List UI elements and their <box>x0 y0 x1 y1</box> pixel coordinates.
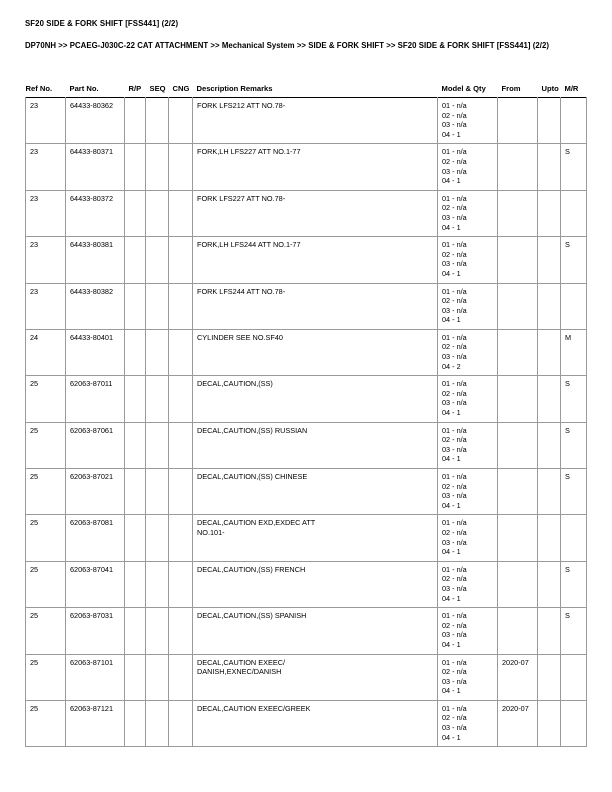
description-line: DANISH,EXNEC/DANISH <box>197 667 282 677</box>
cell-upto <box>538 283 561 329</box>
model_qty-line: 01 - n/a <box>442 286 467 296</box>
description-line: DECAL,CAUTION,(SS) CHINESE <box>197 472 308 481</box>
table-row[interactable] <box>26 98 587 144</box>
cell-from <box>498 144 538 190</box>
cell-model_qty <box>438 700 498 746</box>
cell-cng <box>169 700 193 746</box>
model_qty-line: 04 - 1 <box>442 408 461 418</box>
cell-mr: S <box>561 237 587 283</box>
model_qty-line: 04 - 1 <box>442 732 461 742</box>
cell-ref_no: 25 <box>26 515 66 561</box>
cell-seq <box>146 190 169 236</box>
cell-part_no: 62063-87081 <box>66 515 125 561</box>
model_qty-line: 04 - 2 <box>442 361 461 371</box>
table-row[interactable] <box>26 237 587 283</box>
model_qty-line: 04 - 1 <box>442 593 461 603</box>
cell-seq <box>146 561 169 607</box>
cell-upto <box>538 608 561 654</box>
model_qty-line: 02 - n/a <box>442 527 467 537</box>
cell-upto <box>538 144 561 190</box>
model_qty-line: 04 - 1 <box>442 639 461 649</box>
cell-rp <box>125 144 146 190</box>
description-line: FORK LFS227 ATT NO.78- <box>197 193 286 203</box>
model_qty-line: 03 - n/a <box>442 398 467 408</box>
cell-description <box>193 98 438 144</box>
cell-model_qty <box>438 469 498 515</box>
cell-description <box>193 700 438 746</box>
cell-from: 2020-07 <box>498 700 538 746</box>
cell-model_qty <box>438 422 498 468</box>
table-body <box>26 98 587 747</box>
cell-mr: S <box>561 376 587 422</box>
cell-seq <box>146 376 169 422</box>
cell-rp <box>125 98 146 144</box>
cell-from <box>498 515 538 561</box>
table-row[interactable] <box>26 144 587 190</box>
cell-seq <box>146 422 169 468</box>
model_qty-line: 02 - n/a <box>442 249 467 259</box>
cell-description <box>193 283 438 329</box>
cell-model_qty <box>438 190 498 236</box>
model_qty-line: 03 - n/a <box>442 259 467 269</box>
description-line: DECAL,CAUTION EXEEC/ <box>197 657 285 667</box>
description-line: DECAL,CAUTION EXEEC/GREEK <box>197 703 311 713</box>
cell-upto <box>538 98 561 144</box>
cell-rp <box>125 608 146 654</box>
cell-from: 2020-07 <box>498 654 538 700</box>
column-header-model_qty: Model & Qty <box>441 84 486 93</box>
cell-cng <box>169 608 193 654</box>
model_qty-line: 01 - n/a <box>442 611 467 621</box>
cell-upto <box>538 376 561 422</box>
breadcrumb: DP70NH >> PCAEG-J030C-22 CAT ATTACHMENT >> Mechanical System >> SIDE & FORK SHIFT >> SF20 SIDE & FORK SHIFT [FSS441] (2/2) <box>25 41 550 50</box>
cell-mr: S <box>561 469 587 515</box>
page-bottom-clip <box>0 770 612 792</box>
cell-part_no: 64433-80382 <box>66 283 125 329</box>
cell-model_qty <box>438 515 498 561</box>
model_qty-line: 02 - n/a <box>442 156 467 166</box>
parts-table <box>25 84 587 747</box>
cell-rp <box>125 329 146 375</box>
cell-description <box>193 422 438 468</box>
cell-mr <box>561 190 587 236</box>
cell-ref_no: 25 <box>26 608 66 654</box>
cell-mr: S <box>561 422 587 468</box>
cell-rp <box>125 700 146 746</box>
cell-part_no: 64433-80372 <box>66 190 125 236</box>
cell-rp <box>125 654 146 700</box>
cell-rp <box>125 283 146 329</box>
table-row[interactable] <box>26 422 587 468</box>
description-line: DECAL,CAUTION EXD,EXDEC ATT <box>197 518 316 528</box>
cell-upto <box>538 469 561 515</box>
cell-description <box>193 144 438 190</box>
cell-upto <box>538 515 561 561</box>
cell-cng <box>169 144 193 190</box>
model_qty-line: 02 - n/a <box>442 296 467 306</box>
cell-upto <box>538 654 561 700</box>
description-line: NO.101- <box>197 527 225 537</box>
cell-model_qty <box>438 98 498 144</box>
model_qty-line: 04 - 1 <box>442 315 461 325</box>
table-row[interactable] <box>26 469 587 515</box>
cell-part_no: 62063-87041 <box>66 561 125 607</box>
cell-mr: S <box>561 561 587 607</box>
cell-upto <box>538 329 561 375</box>
cell-cng <box>169 654 193 700</box>
cell-upto <box>538 700 561 746</box>
table-row[interactable] <box>26 561 587 607</box>
cell-seq <box>146 144 169 190</box>
column-header-description: Description Remarks <box>196 84 273 93</box>
cell-description <box>193 561 438 607</box>
cell-cng <box>169 283 193 329</box>
model_qty-line: 03 - n/a <box>442 166 467 176</box>
cell-rp <box>125 561 146 607</box>
cell-rp <box>125 469 146 515</box>
cell-ref_no: 23 <box>26 98 66 144</box>
description-line: DECAL,CAUTION,(SS) FRENCH <box>197 564 306 574</box>
model_qty-line: 04 - 1 <box>442 176 461 186</box>
cell-part_no: 62063-87061 <box>66 422 125 468</box>
cell-part_no: 62063-87101 <box>66 654 125 700</box>
model_qty-line: 01 - n/a <box>442 101 467 110</box>
model_qty-line: 03 - n/a <box>442 120 467 130</box>
cell-description <box>193 654 438 700</box>
cell-description <box>193 190 438 236</box>
column-header-upto: Upto <box>541 84 559 93</box>
cell-seq <box>146 98 169 144</box>
cell-cng <box>169 376 193 422</box>
description-line: DECAL,CAUTION,(SS) <box>197 379 273 389</box>
model_qty-line: 04 - 1 <box>442 500 461 510</box>
column-header-rp: R/P <box>128 84 142 93</box>
cell-model_qty <box>438 237 498 283</box>
model_qty-line: 01 - n/a <box>442 379 467 389</box>
cell-ref_no: 25 <box>26 700 66 746</box>
cell-model_qty <box>438 654 498 700</box>
model_qty-line: 02 - n/a <box>442 435 467 445</box>
cell-from <box>498 376 538 422</box>
cell-model_qty <box>438 329 498 375</box>
cell-upto <box>538 237 561 283</box>
model_qty-line: 02 - n/a <box>442 388 467 398</box>
parts-table-container <box>25 84 586 747</box>
model_qty-line: 01 - n/a <box>442 332 467 342</box>
cell-ref_no: 23 <box>26 283 66 329</box>
description-line: FORK LFS244 ATT NO.78- <box>197 286 286 296</box>
page-title: SF20 SIDE & FORK SHIFT [FSS441] (2/2) <box>25 19 179 28</box>
cell-seq <box>146 608 169 654</box>
cell-rp <box>125 190 146 236</box>
model_qty-line: 04 - 1 <box>442 129 461 139</box>
cell-part_no: 64433-80381 <box>66 237 125 283</box>
cell-seq <box>146 469 169 515</box>
model_qty-line: 04 - 1 <box>442 547 461 557</box>
cell-seq <box>146 654 169 700</box>
cell-from <box>498 561 538 607</box>
column-header-from: From <box>501 84 521 93</box>
table-row[interactable] <box>26 329 587 375</box>
description-line: DECAL,CAUTION,(SS) RUSSIAN <box>197 425 308 435</box>
cell-mr: M <box>561 329 587 375</box>
description-line: DECAL,CAUTION,(SS) SPANISH <box>197 611 307 621</box>
column-header-ref_no: Ref No. <box>25 84 53 93</box>
cell-ref_no: 23 <box>26 144 66 190</box>
model_qty-line: 04 - 1 <box>442 454 461 464</box>
table-row[interactable] <box>26 700 587 746</box>
table-header-row <box>26 84 587 98</box>
table-header <box>26 84 587 98</box>
model_qty-line: 01 - n/a <box>442 472 467 481</box>
cell-from <box>498 422 538 468</box>
cell-from <box>498 190 538 236</box>
model_qty-line: 02 - n/a <box>442 667 467 677</box>
model_qty-line: 01 - n/a <box>442 703 467 713</box>
cell-part_no: 62063-87031 <box>66 608 125 654</box>
model_qty-line: 01 - n/a <box>442 518 467 528</box>
cell-model_qty <box>438 608 498 654</box>
cell-description <box>193 329 438 375</box>
column-header-mr: M/R <box>564 84 579 93</box>
cell-ref_no: 23 <box>26 190 66 236</box>
model_qty-line: 03 - n/a <box>442 444 467 454</box>
cell-part_no: 64433-80371 <box>66 144 125 190</box>
column-header-seq: SEQ <box>149 84 166 93</box>
description-line: FORK LFS212 ATT NO.78- <box>197 101 286 110</box>
model_qty-line: 03 - n/a <box>442 305 467 315</box>
model_qty-line: 02 - n/a <box>442 713 467 723</box>
cell-model_qty <box>438 376 498 422</box>
cell-cng <box>169 329 193 375</box>
cell-seq <box>146 515 169 561</box>
table-row[interactable] <box>26 654 587 700</box>
model_qty-line: 01 - n/a <box>442 425 467 435</box>
cell-cng <box>169 190 193 236</box>
model_qty-line: 03 - n/a <box>442 537 467 547</box>
table-row[interactable] <box>26 283 587 329</box>
model_qty-line: 03 - n/a <box>442 630 467 640</box>
cell-from <box>498 608 538 654</box>
cell-part_no: 62063-87011 <box>66 376 125 422</box>
cell-ref_no: 25 <box>26 376 66 422</box>
model_qty-line: 01 - n/a <box>442 193 467 203</box>
model_qty-line: 01 - n/a <box>442 564 467 574</box>
table-row[interactable] <box>26 376 587 422</box>
model_qty-line: 02 - n/a <box>442 481 467 491</box>
cell-rp <box>125 237 146 283</box>
cell-cng <box>169 422 193 468</box>
table-row[interactable] <box>26 608 587 654</box>
cell-from <box>498 98 538 144</box>
cell-cng <box>169 469 193 515</box>
cell-ref_no: 25 <box>26 654 66 700</box>
cell-rp <box>125 376 146 422</box>
cell-mr <box>561 283 587 329</box>
cell-description <box>193 237 438 283</box>
cell-model_qty <box>438 283 498 329</box>
cell-description <box>193 608 438 654</box>
cell-description <box>193 469 438 515</box>
cell-upto <box>538 422 561 468</box>
model_qty-line: 03 - n/a <box>442 723 467 733</box>
cell-seq <box>146 329 169 375</box>
cell-cng <box>169 515 193 561</box>
cell-mr <box>561 654 587 700</box>
cell-description <box>193 515 438 561</box>
model_qty-line: 03 - n/a <box>442 676 467 686</box>
cell-upto <box>538 561 561 607</box>
cell-ref_no: 25 <box>26 422 66 468</box>
cell-part_no: 64433-80362 <box>66 98 125 144</box>
cell-cng <box>169 237 193 283</box>
model_qty-line: 03 - n/a <box>442 583 467 593</box>
model_qty-line: 04 - 1 <box>442 268 461 278</box>
model_qty-line: 02 - n/a <box>442 620 467 630</box>
cell-description <box>193 376 438 422</box>
description-line: CYLINDER SEE NO.SF40 <box>197 332 283 342</box>
cell-from <box>498 283 538 329</box>
model_qty-line: 01 - n/a <box>442 657 467 667</box>
cell-ref_no: 25 <box>26 561 66 607</box>
model_qty-line: 02 - n/a <box>442 342 467 352</box>
description-line: FORK,LH LFS227 ATT NO.1-77 <box>197 147 301 157</box>
cell-from <box>498 469 538 515</box>
cell-cng <box>169 98 193 144</box>
cell-seq <box>146 700 169 746</box>
model_qty-line: 02 - n/a <box>442 110 467 120</box>
cell-part_no: 62063-87021 <box>66 469 125 515</box>
cell-mr <box>561 515 587 561</box>
cell-model_qty <box>438 144 498 190</box>
cell-mr: S <box>561 608 587 654</box>
model_qty-line: 03 - n/a <box>442 491 467 501</box>
cell-part_no: 62063-87121 <box>66 700 125 746</box>
model_qty-line: 01 - n/a <box>442 147 467 157</box>
cell-mr <box>561 700 587 746</box>
model_qty-line: 02 - n/a <box>442 574 467 584</box>
table-row[interactable] <box>26 515 587 561</box>
cell-ref_no: 23 <box>26 237 66 283</box>
cell-model_qty <box>438 561 498 607</box>
column-header-cng: CNG <box>172 84 190 93</box>
cell-part_no: 64433-80401 <box>66 329 125 375</box>
model_qty-line: 03 - n/a <box>442 352 467 362</box>
cell-mr: S <box>561 144 587 190</box>
cell-rp <box>125 515 146 561</box>
cell-seq <box>146 237 169 283</box>
cell-rp <box>125 422 146 468</box>
column-header-part_no: Part No. <box>69 84 99 93</box>
cell-from <box>498 329 538 375</box>
cell-mr <box>561 98 587 144</box>
table-row[interactable] <box>26 190 587 236</box>
model_qty-line: 04 - 1 <box>442 222 461 232</box>
cell-seq <box>146 283 169 329</box>
model_qty-line: 03 - n/a <box>442 212 467 222</box>
description-line: FORK,LH LFS244 ATT NO.1-77 <box>197 240 301 250</box>
model_qty-line: 02 - n/a <box>442 203 467 213</box>
model_qty-line: 04 - 1 <box>442 686 461 696</box>
cell-from <box>498 237 538 283</box>
model_qty-line: 01 - n/a <box>442 240 467 250</box>
cell-ref_no: 24 <box>26 329 66 375</box>
cell-ref_no: 25 <box>26 469 66 515</box>
cell-upto <box>538 190 561 236</box>
cell-cng <box>169 561 193 607</box>
